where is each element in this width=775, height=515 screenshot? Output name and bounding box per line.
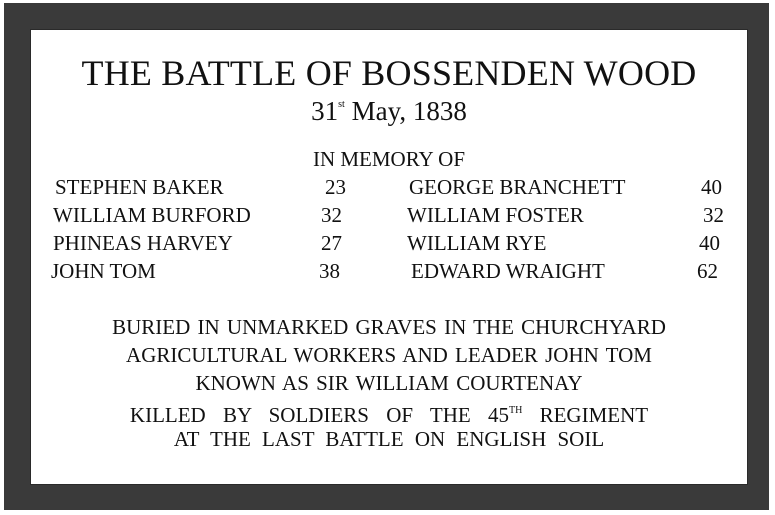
date-rest: May, 1838: [344, 96, 467, 126]
age-entry: 32: [321, 203, 342, 227]
age-entry: 27: [321, 231, 342, 255]
footer-line: AT THE LAST BATTLE ON ENGLISH SOIL: [173, 427, 605, 451]
footer-line: KNOWN AS SIR WILLIAM COURTENAY: [195, 371, 583, 395]
date-suffix: st: [338, 99, 345, 110]
plaque-date: [31, 96, 747, 127]
age-entry: 38: [319, 259, 340, 283]
regiment-word: REGIMENT: [522, 403, 649, 427]
name-entry: PHINEAS HARVEY: [53, 231, 233, 255]
name-entry: WILLIAM FOSTER: [407, 203, 584, 227]
footer-line-regiment: [31, 397, 747, 425]
names-list: [31, 175, 747, 290]
name-entry: EDWARD WRAIGHT: [411, 259, 605, 283]
age-entry: 62: [697, 259, 718, 283]
age-entry: 23: [325, 175, 346, 199]
regiment-text: KILLED BY SOLDIERS OF THE 45: [129, 403, 509, 427]
regiment-suffix: TH: [509, 405, 523, 416]
memorial-plaque: [30, 29, 748, 485]
footer-line: AGRICULTURAL WORKERS AND LEADER JOHN TOM: [126, 343, 652, 367]
age-entry: 40: [699, 231, 720, 255]
name-entry: WILLIAM RYE: [407, 231, 547, 255]
plaque-frame: [4, 3, 769, 510]
name-entry: STEPHEN BAKER: [55, 175, 224, 199]
inscription-footer: [31, 313, 747, 453]
name-entry: GEORGE BRANCHETT: [409, 175, 626, 199]
name-entry: JOHN TOM: [51, 259, 156, 283]
age-entry: 32: [703, 203, 724, 227]
plaque-title: THE BATTLE OF BOSSENDEN WOOD: [81, 53, 697, 93]
footer-line: BURIED IN UNMARKED GRAVES IN THE CHURCHYARD: [112, 315, 666, 339]
name-entry: WILLIAM BURFORD: [53, 203, 251, 227]
memory-heading: IN MEMORY OF: [312, 147, 466, 171]
age-entry: 40: [701, 175, 722, 199]
date-day: 31: [311, 96, 339, 126]
